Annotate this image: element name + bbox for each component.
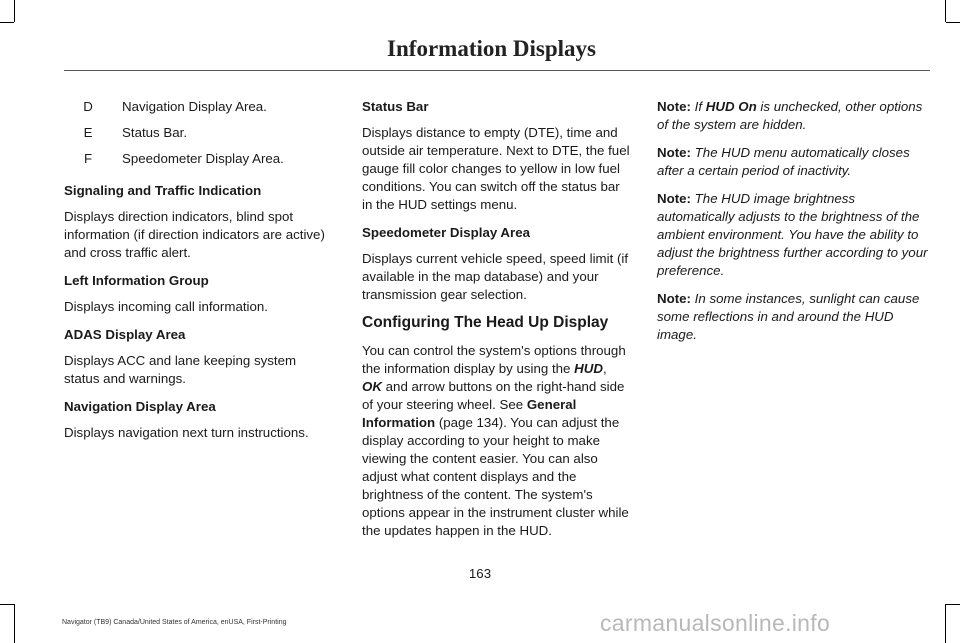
note-brightness bbox=[657, 190, 929, 280]
configuring-text: You can control the system's options through the information display by using the bbox=[362, 343, 626, 376]
note-text: If bbox=[690, 99, 706, 114]
legend-label: Speedometer Display Area. bbox=[122, 151, 284, 166]
footer-text: Navigator (TB9) Canada/United States of America, enUSA, First-Printing bbox=[62, 619, 287, 626]
configuring-text: (page 134). You can adjust the display according to your height to make viewing the content easier. You can also adjust what content displays and the brightness of the content. The system's options appear in the instrument cluster while the updates happen in the HUD. bbox=[362, 415, 629, 538]
section-heading: Left Information Group bbox=[64, 273, 209, 288]
legend-letter: F bbox=[83, 151, 93, 166]
legend-letter: D bbox=[83, 99, 93, 114]
section-body: Displays direction indicators, blind spot information (if direction indicators are active) and cross traffic alert. bbox=[64, 209, 325, 260]
section-body: Displays incoming call information. bbox=[64, 299, 268, 314]
note-menu-close bbox=[657, 144, 929, 180]
hud-button-ref: HUD bbox=[574, 361, 603, 376]
speedometer-heading: Speedometer Display Area bbox=[362, 225, 531, 240]
configuring-text: and arrow buttons on the right-hand side of your steering wheel. See bbox=[362, 379, 625, 412]
ok-button-ref: OK bbox=[362, 379, 382, 394]
crop-mark-top-right-h bbox=[946, 22, 960, 23]
section-heading: Signaling and Traffic Indication bbox=[64, 183, 262, 198]
legend-label: Status Bar. bbox=[122, 125, 188, 140]
configuring-heading: Configuring The Head Up Display bbox=[362, 314, 609, 331]
watermark: carmanualsonline.info bbox=[600, 610, 831, 636]
legend-label: Navigation Display Area. bbox=[122, 99, 267, 114]
section-heading: Navigation Display Area bbox=[64, 399, 216, 414]
legend-item bbox=[64, 98, 332, 116]
crop-mark-bottom-left-h bbox=[0, 604, 14, 605]
configuring-body bbox=[362, 342, 630, 540]
note-text: is unchecked, other options of the system are hidden. bbox=[657, 99, 923, 132]
hud-on-ref: HUD On bbox=[705, 99, 757, 114]
note-text: The HUD image brightness automatically adjusts to the brightness of the ambient environment. You have the ability to adjust the brightness further according to your preference. bbox=[657, 191, 928, 278]
crop-mark-top-left-v bbox=[14, 0, 15, 22]
column-middle bbox=[362, 98, 630, 550]
general-information-link[interactable]: General Information bbox=[362, 397, 577, 430]
header-divider bbox=[64, 70, 930, 71]
status-bar-body: Displays distance to empty (DTE), time and outside air temperature. Next to DTE, the fuel gauge fill color changes to yellow in low fuel conditions. You can switch off the status bar in the HUD settings menu. bbox=[362, 125, 630, 212]
crop-mark-bottom-left-v bbox=[14, 604, 15, 643]
crop-mark-bottom-right-h bbox=[946, 604, 960, 605]
note-sunlight bbox=[657, 290, 929, 344]
section-body: Displays navigation next turn instructions. bbox=[64, 425, 309, 440]
legend-letter: E bbox=[83, 125, 93, 140]
crop-mark-bottom-right-v bbox=[945, 604, 946, 643]
crop-mark-top-right-v bbox=[945, 0, 946, 22]
section-body: Displays ACC and lane keeping system status and warnings. bbox=[64, 353, 297, 386]
column-right bbox=[657, 98, 929, 354]
page-title: Information Displays bbox=[387, 36, 596, 61]
section-heading: ADAS Display Area bbox=[64, 327, 186, 342]
status-bar-heading: Status Bar bbox=[362, 99, 429, 114]
note-label: Note: bbox=[657, 145, 691, 160]
note-label: Note: bbox=[657, 99, 691, 114]
crop-mark-top-left-h bbox=[0, 22, 14, 23]
separator-text: , bbox=[602, 361, 607, 376]
speedometer-body: Displays current vehicle speed, speed limit (if available in the map database) and your transmission gear selection. bbox=[362, 251, 629, 302]
note-hud-on bbox=[657, 98, 929, 134]
page-number: 163 bbox=[468, 566, 492, 581]
column-left bbox=[64, 98, 332, 452]
note-text: In some instances, sunlight can cause some reflections in and around the HUD image. bbox=[657, 291, 920, 342]
legend-item bbox=[64, 150, 332, 168]
note-text: The HUD menu automatically closes after a certain period of inactivity. bbox=[657, 145, 910, 178]
legend-item bbox=[64, 124, 332, 142]
note-label: Note: bbox=[657, 191, 691, 206]
note-label: Note: bbox=[657, 291, 691, 306]
